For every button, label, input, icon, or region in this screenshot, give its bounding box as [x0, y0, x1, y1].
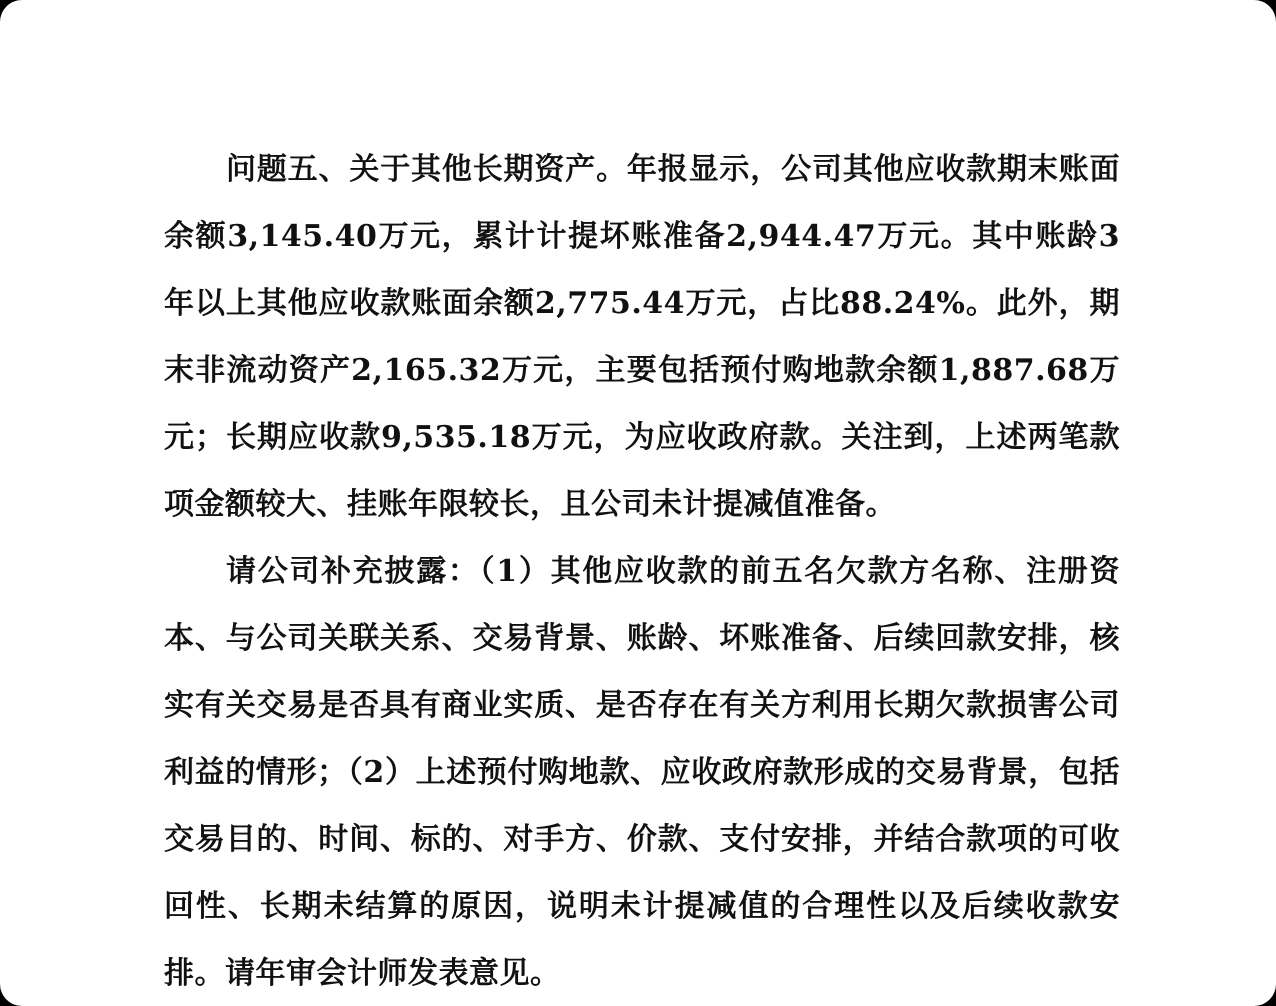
document-body: [164, 136, 1120, 1006]
paragraph-disclosure-request: 请公司补充披露：（1）其他应收款的前五名欠款方名称、注册资本、与公司关联关系、交易背景、账龄、坏账准备、后续回款安排，核实有关交易是否具有商业实质、是否存在有关方利用长期欠款损害公司利益的情形；（2）上述预付购地款、应收政府款形成的交易背景，包括交易目的、时间、标的、对手方、价款、支付安排，并结合款项的可收回性、长期未结算的原因，说明未计提减值的合理性以及后续收款安排。请年审会计师发表意见。: [164, 554, 1120, 991]
paragraph-issue-five: 问题五、关于其他长期资产。年报显示，公司其他应收款期末账面余额3,145.40万元，累计计提坏账准备2,944.47万元。其中账龄3年以上其他应收款账面余额2,775.44万元，占比88.24%。此外，期末非流动资产2,165.32万元，主要包括预付购地款余额1,887.68万元；长期应收款9,535.18万元，为应收政府款。关注到，上述两笔款项金额较大、挂账年限较长，且公司未计提减值准备。: [164, 152, 1120, 522]
